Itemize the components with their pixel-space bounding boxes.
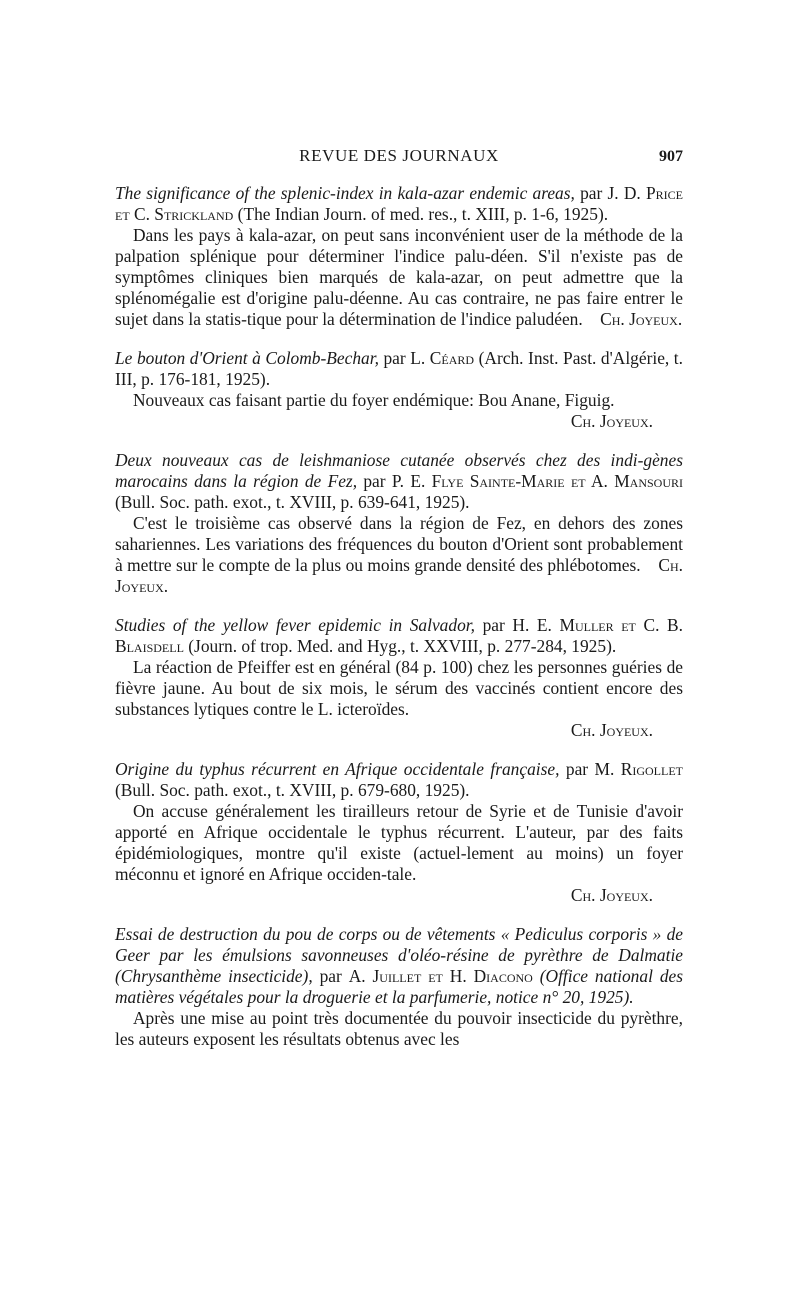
review-entry	[115, 615, 683, 741]
citation-source: (Journ. of trop. Med. and Hyg., t. XXVIII, p. 277-284, 1925).	[183, 636, 617, 656]
article-title: Deux nouveaux cas de leishmaniose cutanée observés chez des indi-gènes marocains dans la région de Fez,	[115, 450, 683, 491]
text-column	[115, 183, 683, 1068]
citation-by: par	[559, 759, 595, 779]
citation	[115, 183, 683, 225]
review-body	[115, 801, 683, 885]
review-body	[115, 513, 683, 597]
citation	[115, 759, 683, 801]
citation	[115, 615, 683, 657]
review-text: C'est le troisième cas observé dans la région de Fez, en dehors des zones sahariennes. Les variations des fréquences du bouton d'Orient sont probablement à mettre sur le compte de la plus ou moins grande densité des phlébotomes.	[115, 513, 683, 575]
citation	[115, 348, 683, 390]
reviewer-signature: Ch. Joyeux.	[570, 885, 653, 905]
article-title: Essai de destruction du pou de corps ou de vêtements « Pediculus corporis » de Geer par les émulsions savonneuses d'oléo-résine de pyrèthre de Dalmatie (Chrysanthème insecticide),	[115, 924, 683, 986]
reviewer-signature: Ch. Joyeux.	[115, 555, 683, 596]
citation-source: (Bull. Soc. path. exot., t. XVIII, p. 679-680, 1925).	[115, 780, 470, 800]
citation-by: par	[474, 615, 513, 635]
citation-by: par	[574, 183, 608, 203]
citation-authors: L. Céard	[410, 348, 475, 368]
review-entry	[115, 924, 683, 1050]
running-header	[115, 146, 683, 170]
article-title: The significance of the splenic-index in kala-azar endemic areas,	[115, 183, 575, 203]
review-text: Nouveaux cas faisant partie du foyer endémique: Bou Anane, Figuig.	[133, 390, 615, 410]
citation-authors: M. Rigollet	[594, 759, 684, 779]
citation-source: (Arch. Inst. Past. d'Algérie, t. III, p. 176-181, 1925).	[115, 348, 683, 389]
article-title: Le bouton d'Orient à Colomb-Bechar,	[115, 348, 379, 368]
header-title: REVUE DES JOURNAUX	[299, 146, 499, 165]
review-body	[115, 657, 683, 720]
citation-by: par	[357, 471, 392, 491]
review-entry	[115, 348, 683, 432]
citation-by: par	[312, 966, 349, 986]
review-entry	[115, 183, 683, 330]
citation-authors: P. E. Flye Sainte-Marie et A. Mansouri	[391, 471, 684, 491]
citation-authors: H. E. Muller et C. B. Blaisdell	[115, 615, 684, 656]
review-text: Dans les pays à kala-azar, on peut sans inconvénient user de la méthode de la palpation splénique pour déterminer l'indice palu-déen. S'il n'existe pas de symptômes cliniques bien marqués de kala-azar, on peut admettre que la splénomégalie est d'origine palu-déenne. Au cas contraire, ne pas faire entrer le sujet dans la statis-tique pour la détermination de l'indice paludéen.	[115, 225, 683, 329]
reviewer-signature: Ch. Joyeux.	[600, 309, 683, 329]
citation-authors: A. Juillet et H. Diacono	[348, 966, 533, 986]
review-entry	[115, 450, 683, 597]
citation-authors: J. D. Price et C. Strickland	[115, 183, 683, 224]
citation-source: (Bull. Soc. path. exot., t. XVIII, p. 639-641, 1925).	[115, 492, 470, 512]
review-text: Après une mise au point très documentée du pouvoir insecticide du pyrèthre, les auteurs exposent les résultats obtenus avec les	[115, 1008, 683, 1049]
review-body	[115, 1008, 683, 1050]
review-body	[115, 225, 683, 330]
citation	[115, 924, 683, 1008]
citation-source: (Office national des matières végétales pour la droguerie et la parfumerie, notice n° 20, 1925).	[115, 966, 684, 1007]
review-text: On accuse généralement les tirailleurs retour de Syrie et de Tunisie d'avoir apporté en Afrique occidentale le typhus récurrent. L'auteur, par des faits épidémiologiques, montre qu'il existe (actuel-lement au moins) un foyer méconnu et ignoré en Afrique occiden-tale.	[115, 801, 683, 884]
citation-source: (The Indian Journ. of med. res., t. XIII, p. 1-6, 1925).	[233, 204, 609, 224]
review-entry	[115, 759, 683, 906]
page-number: 907	[659, 148, 683, 165]
citation	[115, 450, 683, 513]
article-title: Origine du typhus récurrent en Afrique occidentale française,	[115, 759, 560, 779]
article-title: Studies of the yellow fever epidemic in Salvador,	[115, 615, 475, 635]
reviewer-signature: Ch. Joyeux.	[570, 411, 653, 431]
reviewer-signature: Ch. Joyeux.	[570, 720, 653, 740]
citation-by: par	[378, 348, 411, 368]
review-body	[115, 390, 683, 411]
review-text: La réaction de Pfeiffer est en général (84 p. 100) chez les personnes guéries de fièvre jaune. Au bout de six mois, le sérum des vaccinés contient encore des substances lytiques contre le L. icteroïdes.	[115, 657, 683, 719]
